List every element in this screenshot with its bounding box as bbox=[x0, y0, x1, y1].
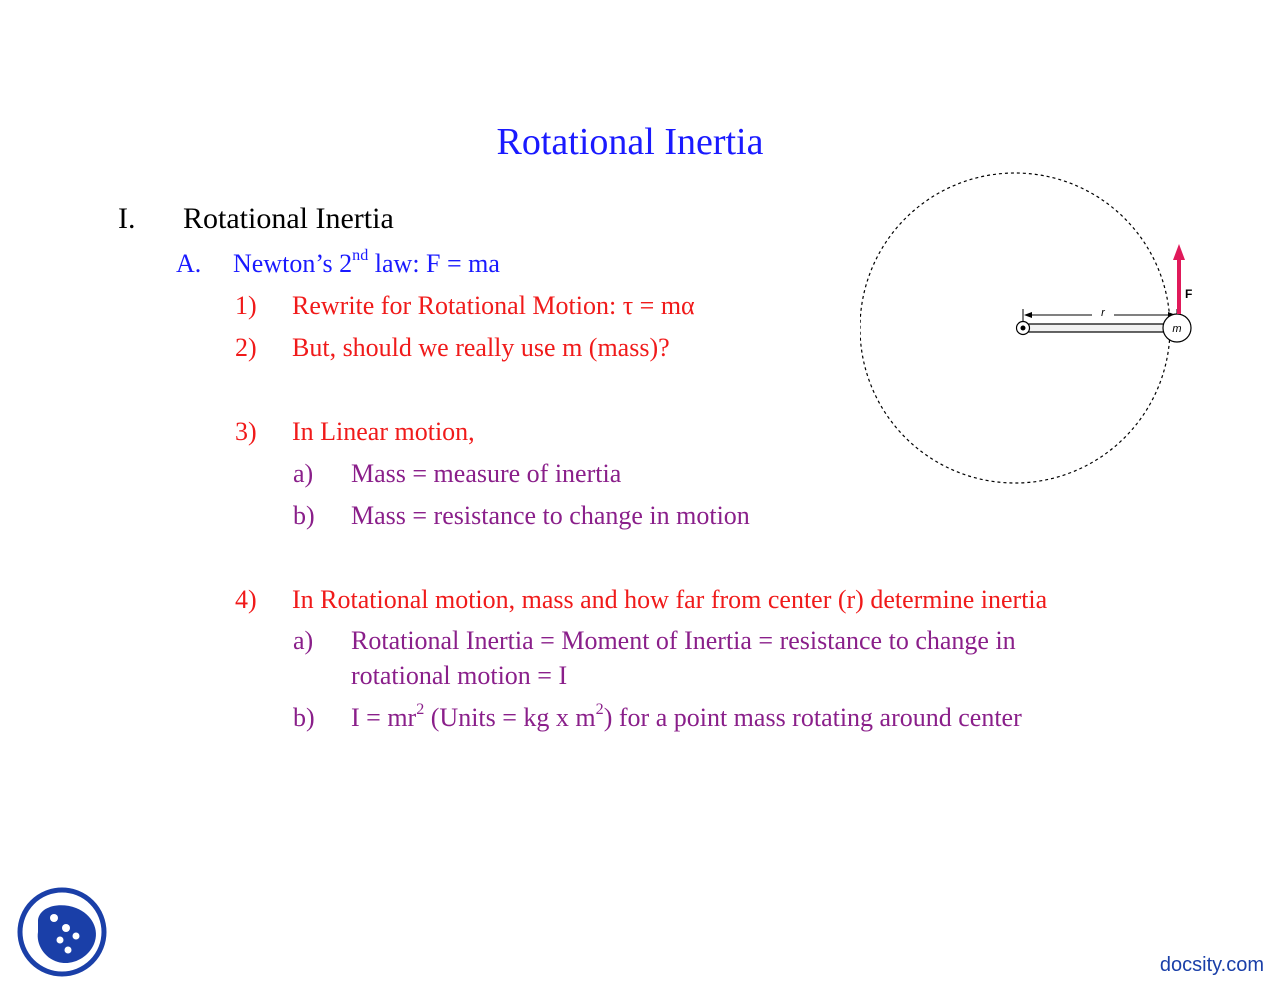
item-2-text: But, should we really use m (mass)? bbox=[292, 333, 670, 362]
point-a-marker: A. bbox=[176, 249, 202, 278]
item-3b-marker: b) bbox=[293, 501, 315, 530]
footer-site-link[interactable]: docsity.com bbox=[1159, 954, 1264, 976]
rotation-diagram bbox=[860, 168, 1200, 488]
item-4b-text bbox=[351, 700, 1022, 733]
item-3-marker: 3) bbox=[235, 417, 257, 446]
item-3b-text: Mass = resistance to change in motion bbox=[351, 501, 750, 530]
point-a-text-start: Newton’s 2 bbox=[233, 249, 353, 278]
units-part: (Units = kg x m bbox=[424, 703, 596, 732]
slide-title: Rotational Inertia bbox=[496, 121, 764, 163]
item-4b-marker: b) bbox=[293, 703, 315, 732]
item-2-marker: 2) bbox=[235, 333, 257, 362]
item-4-marker: 4) bbox=[235, 585, 257, 614]
pivot-center bbox=[1021, 326, 1026, 331]
point-a-superscript: nd bbox=[352, 246, 369, 264]
docsity-logo-icon bbox=[16, 886, 108, 978]
point-a-text-end: law: F = ma bbox=[368, 249, 500, 278]
formula-description: ) for a point mass rotating around center bbox=[603, 703, 1022, 732]
formula-part: I = mr bbox=[351, 703, 417, 732]
item-4a-line-2: rotational motion = I bbox=[351, 661, 568, 690]
point-a-text bbox=[233, 246, 500, 279]
force-arrow-head bbox=[1173, 244, 1185, 260]
r-label: r bbox=[1101, 307, 1105, 319]
m-label: m bbox=[1172, 323, 1182, 335]
item-4a-marker: a) bbox=[293, 626, 314, 655]
item-1-text: Rewrite for Rotational Motion: τ = mα bbox=[292, 291, 695, 320]
item-1-marker: 1) bbox=[235, 291, 257, 320]
item-3-text: In Linear motion, bbox=[292, 417, 475, 446]
formula-exponent: 2 bbox=[416, 700, 425, 718]
force-label: F bbox=[1185, 287, 1193, 301]
item-3a-text: Mass = measure of inertia bbox=[351, 459, 622, 488]
section-marker: I. bbox=[118, 202, 136, 235]
units-exponent: 2 bbox=[595, 700, 604, 718]
item-4-text: In Rotational motion, mass and how far from center (r) determine inertia bbox=[292, 585, 1048, 614]
section-heading: Rotational Inertia bbox=[183, 202, 394, 235]
rod bbox=[1028, 324, 1166, 332]
item-4a-line-1: Rotational Inertia = Moment of Inertia = resistance to change in bbox=[351, 626, 1016, 655]
item-3a-marker: a) bbox=[293, 459, 314, 488]
r-arrow-left bbox=[1024, 312, 1032, 318]
